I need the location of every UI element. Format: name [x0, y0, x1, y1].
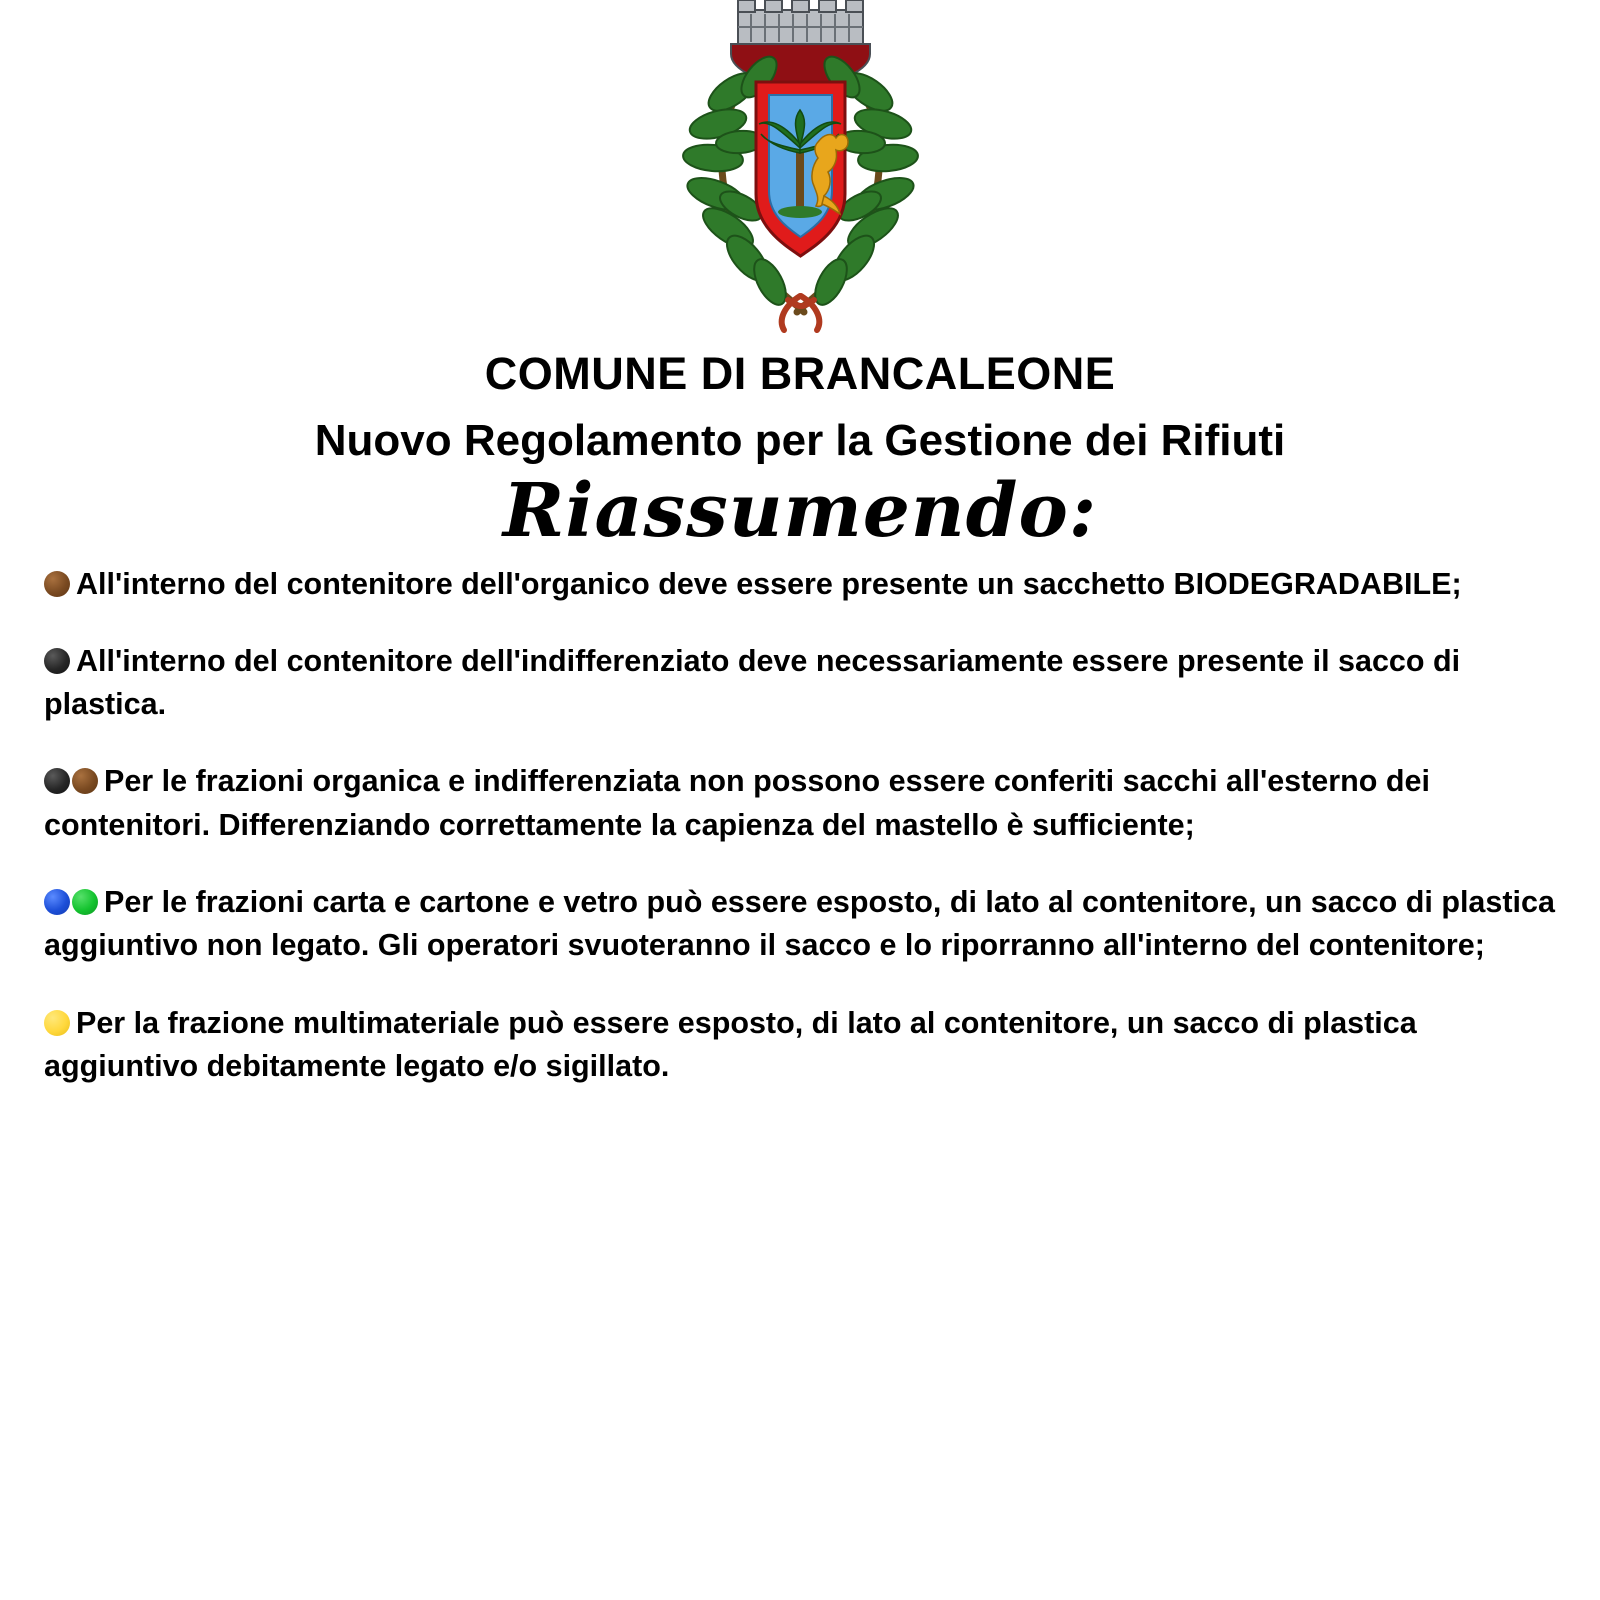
municipal-crest-icon [628, 0, 973, 335]
rule-bullets [44, 644, 72, 678]
organico-dot [44, 571, 70, 597]
vetro-dot [72, 889, 98, 915]
page-subtitle: Nuovo Regolamento per la Gestione dei Rifiuti [314, 415, 1286, 465]
rule-bullets [44, 885, 100, 919]
page-title: COMUNE DI BRANCALEONE [484, 348, 1116, 399]
crest-container [36, 0, 1564, 335]
indifferenziato-dot [44, 768, 70, 794]
multimateriale-dot [44, 1010, 70, 1036]
rule-bullets [44, 764, 100, 798]
rule-bullets [44, 1006, 72, 1040]
list-item [44, 640, 1556, 727]
list-item-text: Per la frazione multimateriale può essere esposto, di lato al contenitore, un sacco di plastica aggiuntivo debitamente legato e/o sigillato. [44, 1005, 1417, 1083]
carta-dot [44, 889, 70, 915]
list-item-text: All'interno del contenitore dell'organico deve essere presente un sacchetto BIODEGRADABILE; [76, 566, 1462, 601]
rule-bullets [44, 567, 72, 601]
list-item-text: All'interno del contenitore dell'indifferenziato deve necessariamente essere presente il sacco di plastica. [44, 643, 1461, 722]
list-item [44, 760, 1556, 847]
section-heading-riassumendo: Riassumendo: [502, 467, 1098, 554]
list-item [44, 881, 1556, 968]
list-item-text: Per le frazioni organica e indifferenziata non possono essere conferiti sacchi all'esterno dei contenitori. Differenziando correttamente la capienza del mastello è sufficiente; [44, 764, 1430, 842]
list-item [44, 1002, 1556, 1089]
organico-dot [72, 768, 98, 794]
rules-list [36, 563, 1564, 1089]
list-item-text: Per le frazioni carta e cartone e vetro può essere esposto, di lato al contenitore, un sacco di plastica aggiuntivo non legato. Gli operatori svuoteranno il sacco e lo riporranno all'interno del contenitore; [44, 885, 1555, 963]
list-item [44, 563, 1556, 606]
indifferenziato-dot [44, 648, 70, 674]
